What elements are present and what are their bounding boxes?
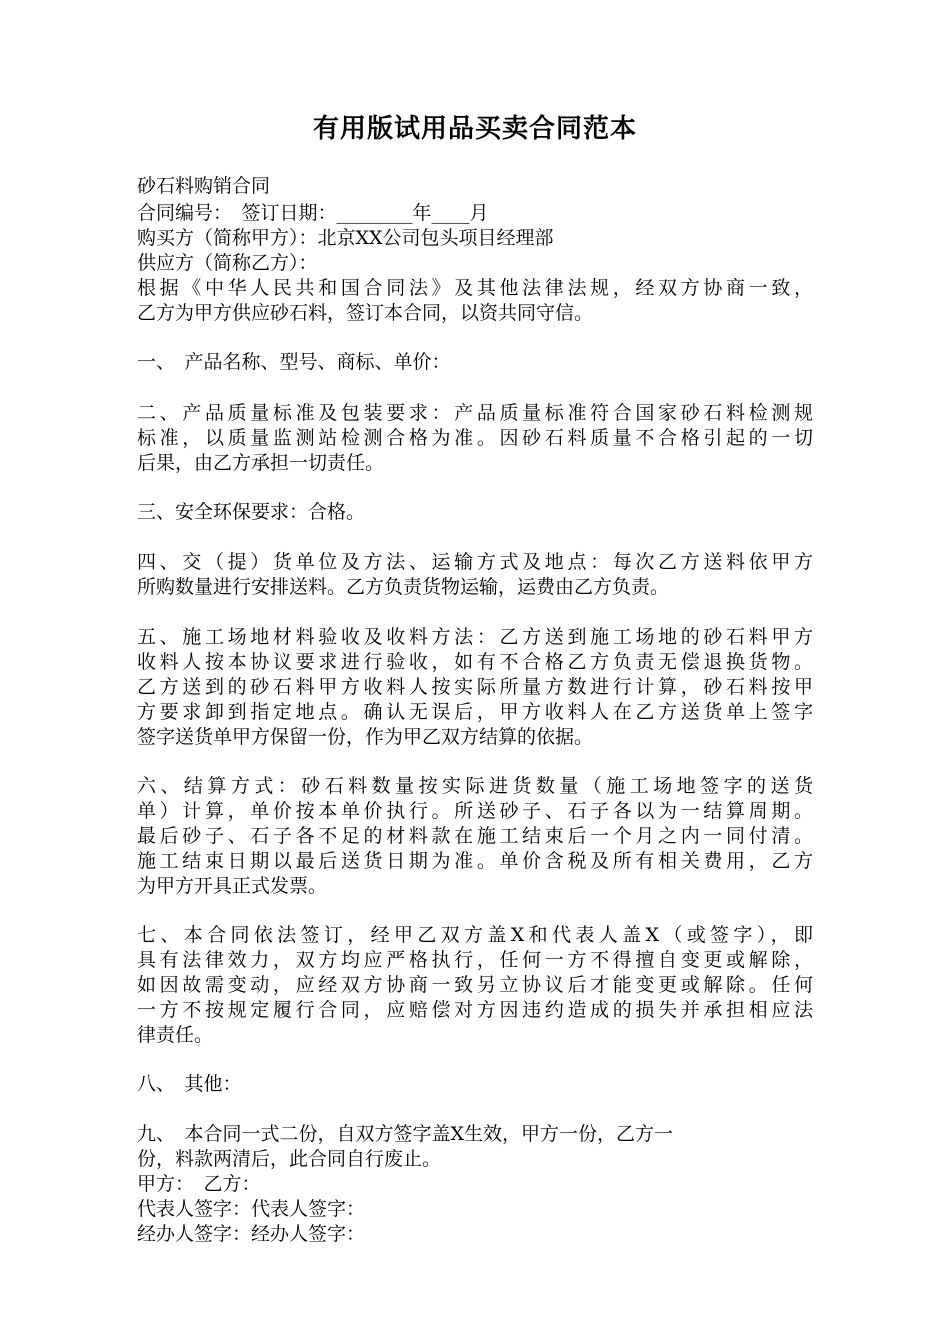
text-line: 后果，由乙方承担一切责任。 (137, 452, 385, 474)
text-line: 份，料款两清后，此合同自行废止。 (137, 1148, 442, 1170)
text-line: 砂石料购销合同 (137, 175, 271, 197)
document-title: 有用版试用品买卖合同范本 (312, 114, 637, 144)
text-line: 具有法律效力，双方均应严格执行，任何一方不得擅自变更或解除， (137, 949, 813, 971)
text-line: 七、本合同依法签订，经甲乙双方盖X和代表人盖X（或签字），即 (137, 924, 813, 946)
text-line: 为甲方开具正式发票。 (137, 875, 328, 897)
text-line: 六、结算方式：砂石料数量按实际进货数量（施工场地签字的送货 (137, 775, 813, 797)
text-line: 二、产品质量标准及包装要求：产品质量标准符合国家砂石料检测规 (137, 402, 813, 424)
text-line: 乙方为甲方供应砂石料，签订本合同，以资共同守信。 (137, 302, 594, 324)
text-line: 八、 其他： (137, 1073, 242, 1095)
text-line: 供应方（简称乙方）： (137, 252, 318, 274)
text-line: 一方不按规定履行合同，应赔偿对方因违约造成的损失并承担相应法 (137, 999, 813, 1021)
text-line: 九、 本合同一式二份，自双方签字盖X生效，甲方一份，乙方一 (137, 1123, 674, 1145)
text-line: 甲方： 乙方： (137, 1173, 261, 1195)
text-line: 合同编号： 签订日期：________年____月 (137, 202, 489, 224)
text-line: 代表人签字：代表人签字： (137, 1198, 366, 1220)
text-line: 三、安全环保要求：合格。 (137, 501, 366, 523)
text-line: 所购数量进行安排送料。乙方负责货物运输，运费由乙方负责。 (137, 576, 670, 598)
text-line: 最后砂子、石子各不足的材料款在施工结束后一个月之内一同付清。 (137, 825, 813, 847)
text-line: 四、交（提）货单位及方法、运输方式及地点：每次乙方送料依甲方 (137, 551, 813, 573)
text-line: 方要求卸到指定地点。确认无误后，甲方收料人在乙方送货单上签字 (137, 701, 813, 723)
text-line: 施工结束日期以最后送货日期为准。单价含税及所有相关费用，乙方 (137, 850, 813, 872)
text-line: 经办人签字：经办人签字： (137, 1223, 366, 1245)
text-line: 一、 产品名称、型号、商标、单价： (137, 351, 451, 373)
text-line: 购买方（简称甲方）：北京XX公司包头项目经理部 (137, 227, 554, 249)
text-line: 标准，以质量监测站检测合格为准。因砂石料质量不合格引起的一切 (137, 427, 813, 449)
text-line: 如因故需变动，应经双方协商一致另立协议后才能变更或解除。任何 (137, 974, 813, 996)
text-line: 签字送货单甲方保留一份，作为甲乙双方结算的依据。 (137, 726, 594, 748)
text-line: 单）计算，单价按本单价执行。所送砂子、石子各以为一结算周期。 (137, 800, 813, 822)
text-line: 根据《中华人民共和国合同法》及其他法律法规，经双方协商一致， (137, 277, 813, 299)
text-line: 乙方送到的砂石料甲方收料人按实际所量方数进行计算，砂石料按甲 (137, 676, 813, 698)
text-line: 收料人按本协议要求进行验收，如有不合格乙方负责无偿退换货物。 (137, 651, 813, 673)
text-line: 律责任。 (137, 1024, 214, 1046)
text-line: 五、施工场地材料验收及收料方法：乙方送到施工场地的砂石料甲方 (137, 626, 813, 648)
